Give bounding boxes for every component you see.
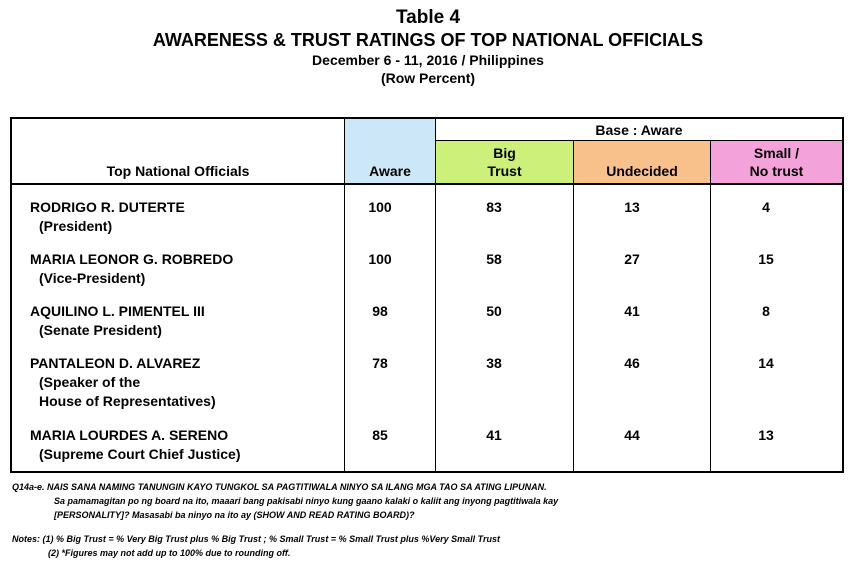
- official-role: House of Representatives): [39, 393, 216, 409]
- big-trust-header: [436, 141, 573, 183]
- big-trust-value: 83: [486, 199, 502, 215]
- undecided-value: 44: [624, 427, 640, 443]
- official-role: (Vice-President): [39, 270, 146, 286]
- official-name: MARIA LEONOR G. ROBREDO: [30, 251, 234, 267]
- official-role: (Senate President): [39, 322, 162, 338]
- question-line-2: Sa pamamagitan po ng board na ito, maaari bang pakisabi ninyo kung gaano kalaki o kaliit ang inyong pagtitiwala kay: [54, 496, 559, 506]
- big-trust-header-line2: Trust: [487, 163, 522, 179]
- question-line-1: Q14a-e. NAIS SANA NAMING TANUNGIN KAYO TUNGKOL SA PAGTITIWALA NINYO SA ILANG MGA TAO SA ATING LIPUNAN.: [12, 482, 547, 492]
- official-name-cell: [30, 426, 240, 464]
- official-role: (Speaker of the: [39, 374, 141, 390]
- official-name: MARIA LOURDES A. SERENO: [30, 427, 229, 443]
- official-name-cell: [30, 354, 216, 411]
- small-no-trust-value: 15: [758, 251, 774, 267]
- table-number: Table 4: [395, 7, 461, 28]
- official-name: AQUILINO L. PIMENTEL III: [30, 303, 205, 319]
- official-name-cell: [30, 302, 205, 340]
- small-no-trust-value: 14: [758, 355, 774, 371]
- title-block: [0, 6, 856, 87]
- aware-value: 100: [368, 251, 392, 267]
- aware-header: Aware: [369, 163, 411, 179]
- ratings-table: [10, 117, 844, 473]
- small-no-trust-header: [711, 141, 842, 183]
- row-percent-note: (Row Percent): [380, 70, 476, 86]
- aware-value: 78: [372, 355, 388, 371]
- big-trust-value: 41: [486, 427, 502, 443]
- small-no-trust-value: 8: [762, 303, 770, 319]
- table-title: AWARENESS & TRUST RATINGS OF TOP NATIONAL OFFICIALS: [152, 30, 704, 50]
- big-trust-value: 38: [486, 355, 502, 371]
- small-header-line2: No trust: [749, 163, 804, 179]
- table-subtitle: December 6 - 11, 2016 / Philippines: [312, 52, 544, 68]
- undecided-value: 41: [624, 303, 640, 319]
- official-role: (President): [39, 218, 113, 234]
- undecided-value: 27: [624, 251, 640, 267]
- notes-footnote: [12, 532, 500, 560]
- undecided-value: 13: [624, 199, 640, 215]
- official-name-cell: [30, 250, 233, 288]
- big-trust-header-line1: Big: [493, 145, 516, 161]
- question-line-3: [PERSONALITY]? Masasabi ba ninyo na ito ay (SHOW AND READ RATING BOARD)?: [54, 510, 415, 520]
- undecided-value: 46: [624, 355, 640, 371]
- aware-value: 85: [372, 427, 388, 443]
- header-separator: [12, 183, 842, 185]
- aware-value: 100: [368, 199, 392, 215]
- undecided-header: Undecided: [606, 163, 678, 179]
- question-footnote: [12, 480, 558, 522]
- notes-line-2: (2) *Figures may not add up to 100% due to rounding off.: [48, 548, 291, 558]
- aware-value: 98: [372, 303, 388, 319]
- small-no-trust-value: 13: [758, 427, 774, 443]
- big-trust-value: 58: [486, 251, 502, 267]
- official-name: RODRIGO R. DUTERTE: [30, 199, 185, 215]
- official-role: (Supreme Court Chief Justice): [39, 446, 241, 462]
- col-divider: [710, 141, 711, 473]
- small-no-trust-value: 4: [762, 199, 770, 215]
- big-trust-value: 50: [486, 303, 502, 319]
- small-header-line1: Small /: [753, 145, 800, 161]
- base-aware-header: Base : Aware: [595, 122, 683, 138]
- official-name: PANTALEON D. ALVAREZ: [30, 355, 201, 371]
- col-divider: [573, 141, 574, 473]
- official-name-cell: [30, 198, 185, 236]
- officials-header: Top National Officials: [106, 163, 250, 179]
- notes-line-1: Notes: (1) % Big Trust = % Very Big Trust plus % Big Trust ; % Small Trust = % Small Trust plus %Very Small Trust: [12, 534, 500, 544]
